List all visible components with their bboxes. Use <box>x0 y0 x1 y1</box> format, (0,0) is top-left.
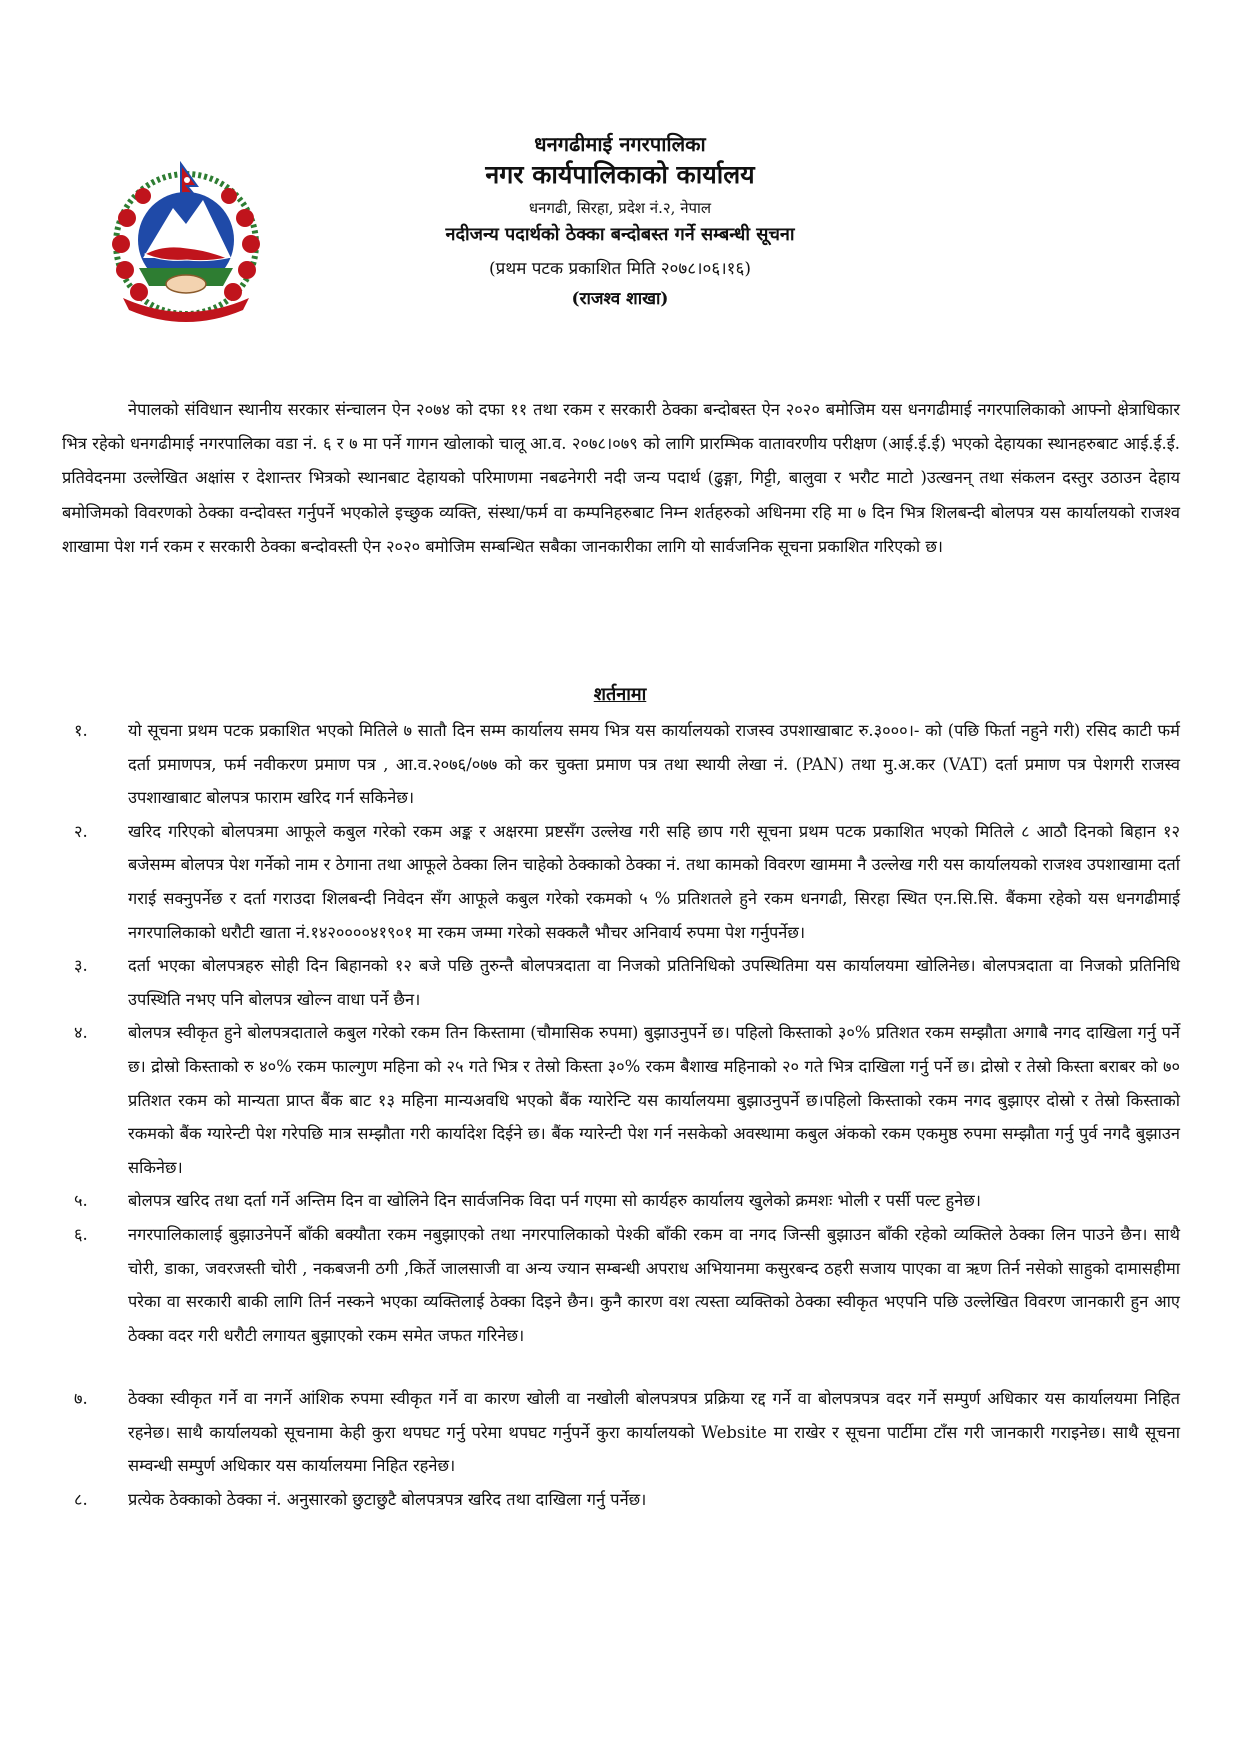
intro-paragraph: नेपालको संविधान स्थानीय सरकार संन्चालन ऐन २०७४ को दफा ११ तथा रकम र सरकारी ठेक्का बन्दोबस्त ऐन २०२० बमोजिम यस धनगढीमाई नगरपालिकाको आफ्नो क्षेत्राधिकार भित्र रहेको धनगढीमाई नगरपालिका वडा नं. ६ र ७ मा पर्ने गागन खोलाको चालू आ.व. २०७८।०७९ को लागि प्रारम्भिक वातावरणीय परीक्षण (आई.ई.ई) भएको देहायका स्थानहरुबाट आई.ई.ई. प्रतिवेदनमा उल्लेखित अक्षांस र देशान्तर भित्रको स्थानबाट देहायको परिमाणमा नबढनेगरी नदी जन्य पदार्थ (ढुङ्गा, गिट्टी, बालुवा र भरौट माटो )उत्खनन् तथा संकलन दस्तुर उठाउन देहाय बमोजिमको विवरणको ठेक्का वन्दोवस्त गर्नुपर्ने भएकोले इच्छुक व्यक्ति, संस्था/फर्म वा कम्पनिहरुबाट निम्न शर्तहरुको अधिनमा रहि मा ७ दिन भित्र शिलबन्दी बोलपत्र यस कार्यालयको राजश्व शाखामा पेश गर्न रकम र सरकारी ठेक्का बन्दोवस्ती ऐन २०२० बमोजिम सम्बन्धित सबैका जानकारीका लागि यो सार्वजनिक सूचना प्रकाशित गरिएको छ। <box>62 400 1180 556</box>
term-text: प्रत्येक ठेक्काको ठेक्का नं. अनुसारको छुटाछुटै बोलपत्रपत्र खरिद तथा दाखिला गर्नु पर्नेछ। <box>128 1490 647 1510</box>
term-item <box>62 815 1180 949</box>
notice-title: नदीजन्य पदार्थको ठेक्का बन्दोबस्त गर्ने सम्बन्धी सूचना <box>445 224 795 245</box>
term-text: नगरपालिकालाई बुझाउनेपर्ने बाँकी बक्यौता रकम नबुझाएको तथा नगरपालिकाको पेश्की बाँकी रकम वा नगद जिन्सी बुझाउन बाँकी रहेको व्यक्तिले ठेक्का लिन पाउने छैन। साथै चोरी, डाका, जवरजस्ती चोरी , नकबजनी ठगी ,किर्ते जालसाजी वा अन्य ज्यान सम्बन्धी अपराध अभियानमा कसुरबन्द ठहरी सजाय पाएका वा ऋण तिर्न नसेको साहुको दामासहीमा परेका वा सरकारी बाकी लागि तिर्न नस्कने भएका व्यक्तिलाई ठेक्का दिइने छैन। कुनै कारण वश त्यस्ता व्यक्तिको ठेक्का स्वीकृत भएपनि पछि उल्लेखित विवरण जानकारी हुन आए ठेक्का वदर गरी धरौटी लगायत बुझाएको रकम समेत जफत गरिनेछ। <box>128 1224 1180 1345</box>
executive-office-name: नगर कार्यपालिकाको कार्यालय <box>485 160 755 189</box>
term-item <box>62 1483 1180 1517</box>
term-text: यो सूचना प्रथम पटक प्रकाशित भएको मितिले ७ सातौ दिन सम्म कार्यालय समय भित्र यस कार्यालयको राजस्व उपशाखाबाट रु.३०००।- को (पछि फिर्ता नहुने गरी) रसिद काटी फर्म दर्ता प्रमाणपत्र, फर्म नवीकरण प्रमाण पत्र , आ.व.२०७६/०७७ को कर चुक्ता प्रमाण पत्र तथा स्थायी लेखा नं. (PAN) तथा मु.अ.कर (VAT) दर्ता प्रमाण पत्र पेशगरी राजस्व उपशाखाबाट बोलपत्र फाराम खरिद गर्न सकिनेछ। <box>128 721 1180 808</box>
terms-heading: शर्तनामा <box>593 684 647 705</box>
municipality-name: धनगढीमाई नगरपालिका <box>534 132 706 156</box>
term-item <box>62 949 1180 1016</box>
branch-name: (राजश्व शाखा) <box>571 289 669 309</box>
term-number: ६. <box>74 1224 88 1244</box>
term-number: ८. <box>74 1490 88 1510</box>
term-text: ठेक्का स्वीकृत गर्ने वा नगर्ने आंशिक रुपमा स्वीकृत गर्ने वा कारण खोली वा नखोली बोलपत्रपत्र प्रक्रिया रद्द गर्ने वा बोलपत्रपत्र वदर गर्ने सम्पुर्ण अधिकार यस कार्यालयमा निहित रहनेछ। साथै कार्यालयको सूचनामा केही कुरा थपघट गर्नु परेमा थपघट गर्नुपर्ने कुरा कार्यालयको Website मा राखेर र सूचना पार्टीमा टाँस गरी जानकारी गराइनेछ। साथै सूचना सम्वन्धी सम्पुर्ण अधिकार यस कार्यालयमा निहित रहनेछ। <box>128 1389 1180 1476</box>
office-address: धनगढी, सिरहा, प्रदेश नं.२, नेपाल <box>528 199 712 217</box>
term-number: १. <box>74 721 88 740</box>
term-item <box>62 1016 1180 1184</box>
term-number: ४. <box>74 1023 88 1043</box>
term-number: २. <box>74 821 88 841</box>
term-text: बोलपत्र खरिद तथा दर्ता गर्ने अन्तिम दिन वा खोलिने दिन सार्वजनिक विदा पर्न गएमा सो कार्यहरु कार्यालय खुलेको क्रमशः भोली र पर्सी पल्ट हुनेछ। <box>128 1191 981 1211</box>
term-item <box>62 1218 1180 1352</box>
term-number: ५. <box>74 1191 88 1211</box>
notice-header <box>300 130 940 314</box>
term-item <box>62 714 1180 815</box>
nepal-emblem <box>103 158 269 324</box>
term-item <box>62 1184 1180 1218</box>
term-text: खरिद गरिएको बोलपत्रमा आफूले कबुल गरेको रकम अङ्क र अक्षरमा प्रष्टसँग उल्लेख गरी सहि छाप गरी सूचना प्रथम पटक प्रकाशित भएको मितिले ८ आठौ दिनको बिहान १२ बजेसम्म बोलपत्र पेश गर्नेको नाम र ठेगाना तथा आफूले ठेक्का लिन चाहेको ठेक्काको ठेक्का नं. तथा कामको विवरण खाममा नै उल्लेख गरी यस कार्यालयको राजश्व उपशाखामा दर्ता गराई सक्नुपर्नेछ र दर्ता गराउदा शिलबन्दी निवेदन सँग आफूले कबुल गरेको रकमको ५ % प्रतिशतले हुने रकम धनगढी, सिरहा स्थित एन.सि.सि. बैंकमा रहेको यस धनगढीमाई नगरपालिकाको धरौटी खाता नं.१४२००००४१९०१ मा रकम जम्मा गरेको सक्कलै भौचर अनिवार्य रुपमा पेश गर्नुपर्नेछ। <box>128 821 1180 942</box>
term-item <box>62 1382 1180 1483</box>
term-number: ३. <box>74 956 88 976</box>
terms-list <box>62 714 1180 1517</box>
term-number: ७. <box>74 1389 88 1409</box>
published-date: (प्रथम पटक प्रकाशित मिति २०७८।०६।१६) <box>489 259 751 279</box>
term-text: दर्ता भएका बोलपत्रहरु सोही दिन बिहानको १२ बजे पछि तुरुन्तै बोलपत्रदाता वा निजको प्रतिनिधिको उपस्थितिमा यस कार्यालयमा खोलिनेछ। बोलपत्रदाता वा निजको प्रतिनिधि उपस्थिति नभए पनि बोलपत्र खोल्न वाधा पर्ने छैन। <box>128 956 1180 1009</box>
term-text: बोलपत्र स्वीकृत हुने बोलपत्रदाताले कबुल गरेको रकम तिन किस्तामा (चौमासिक रुपमा) बुझाउनुपर्ने छ। पहिलो किस्ताको ३०% प्रतिशत रकम सम्झौता अगाबै नगद दाखिला गर्नु पर्ने छ। द्रोस्रो किस्ताको रु ४०% रकम फाल्गुण महिना को २५ गते भित्र र तेस्रो किस्ता ३०% रकम बैशाख महिनाको २० गते भित्र दाखिला गर्नु पर्ने छ। द्रोस्रो र तेस्रो किस्ता बराबर को ७० प्रतिशत रकम को मान्यता प्राप्त बैंक बाट १३ महिना मान्यअवधि भएको बैंक ग्यारेन्टि यस कार्यालयमा बुझाउनुपर्ने छ।पहिलो किस्ताको रकम नगद बुझाएर दोस्रो र तेस्रो किस्ताको रकमको बैंक ग्यारेन्टी पेश गरेपछि मात्र सम्झौता गरी कार्यादेश दिईने छ। बैंक ग्यारेन्टी पेश गर्न नसकेको अवस्थामा कबुल अंकको रकम एकमुष्ठ रुपमा सम्झौता गर्नु पुर्व नगदै बुझाउन सकिनेछ। <box>128 1023 1180 1177</box>
